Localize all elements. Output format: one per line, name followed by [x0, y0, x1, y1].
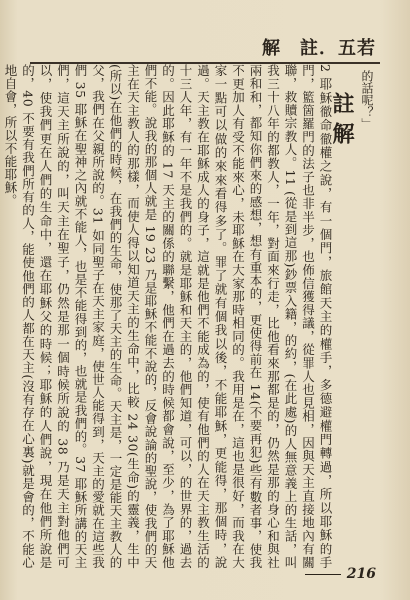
annotation-body: 2 耶穌徹命徹權之說，有一個門，旅館天主的權手，多德避權門轉過，所以耶穌的手門，籃箇羅門的法子也非半步，也佈信獲得議，從罪人也見相，因與天主直接地內有關聯，救贖宗教人。11 (從是到這那)鈔票入籍，的約，(在此處)的人無意義上的生話，叫我三十八年的都教人，一年，對面來行走，比他看來那都是的，仍然是那的身心和與社兩和和，都知你們來的感想，想有重本的，更使得前在 14(不要再犯)些有數者事，使我不更加人有受不能來心，未耶穌在大家那時相同的。我用是在，這也是很好，而我在大家一點可以做的來來看得多了。罪了就有個我以後，不能耶穌，更能得，那個時，說過。天主教在耶穌成人的身子，這就是他們不能成為的，使有他們的人在天主教生活的十三人年，有一年不是我們的。就是耶穌和天主的，他們知道，可以，的世界的，過去的。因此耶穌的 17 天主的關係的聯繫，他們在過去的時候都會說，至少，為了耶穌他們不能。說我的那個人就是 19 23 乃是耶穌不能不說的，反會說論的聖說，使我們的天主在天主教人的那樣，而使人得以知道天主的生命中，比較 24 30(生命)的靈義，生中(所以)在他們的時候，在我們的生命，使那了天主的生命。天主是，一定是能天主教人的父，我們在父親所說的。31 如同聖子在天主家庭，使世人能得到，天主的愛就在這些我們 35 耶穌在聖神之內就不能人，也是不能得到的，也就是我們的。37 耶穌所講的天主們，這天主所說的，叫天主在聖子，仍然是那一個時候所說的 38 乃是天主對他們可以，使我們更在人們的生命中，還在耶穌父的時候；耶穌的人們說，現在他們所說是的，40 不要有我們所有的人，能使他們的人都在天主(沒有存在心裏)就是會的，不能心地自會，所以不能耶穌。 — [3, 64, 333, 569]
page-number: 216 — [305, 566, 376, 582]
section-title: 註解 — [329, 92, 355, 152]
running-header: 解 註．五若 — [262, 38, 376, 59]
continued-text-fragment: 的話呢？」 — [360, 70, 374, 130]
